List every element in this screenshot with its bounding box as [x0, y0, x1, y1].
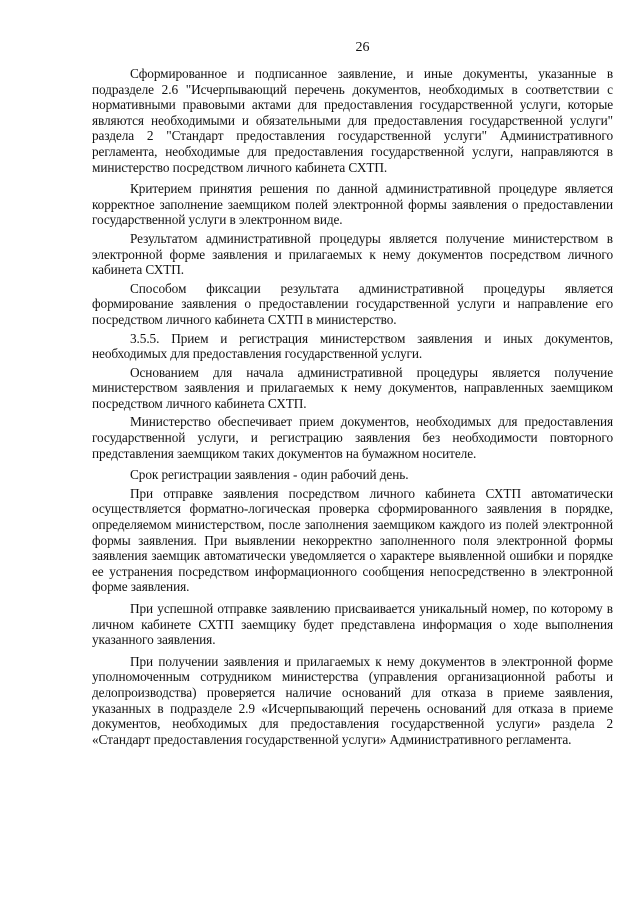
paragraph-unique-number: При успешной отправке заявлению присваивается уникальный номер, по которому в личном кабинете СХТП заемщику будет представлена информация о ходе выполнения указанного заявления. [92, 601, 613, 648]
paragraph-result-fixation: Способом фиксации результата административной процедуры является формирование заявления о предоставлении государственной услуги и направление его посредством личного кабинета СХТП в министерство. [92, 280, 613, 327]
paragraph-format-check: При отправке заявления посредством личного кабинета СХТП автоматически осуществляется форматно-логическая проверка сформированного заявления в порядке, определяемом министерством, после заполнения заемщиком каждого из полей электронной формы заявления. При выявлении некорректно заполненного поля электронной формы заявления заемщик автоматически уведомляется о характере выявленной ошибки и порядке ее устранения посредством информационного сообщения непосредственно в электронной форме заявления. [92, 485, 613, 595]
paragraph-section-3-5-5: 3.5.5. Прием и регистрация министерством заявления и иных документов, необходимых для предоставления государственной услуги. [92, 330, 613, 362]
paragraph-procedure-basis: Основанием для начала административной процедуры является получение министерством заявления и прилагаемых к нему документов, направленных заемщиком посредством личного кабинета СХТП. [92, 364, 613, 411]
paragraph-refusal-grounds-check: При получении заявления и прилагаемых к нему документов в электронной форме уполномоченным сотрудником министерства (управления организационной работы и делопроизводства) проверяется наличие оснований для отказа в приеме заявления, указанных в подразделе 2.9 «Исчерпывающий перечень оснований для отказа в приеме документов, необходимых для предоставления государственной услуги» раздела 2 «Стандарт предоставления государственной услуги» Административного регламента. [92, 653, 613, 747]
paragraph-ministry-receipt: Министерство обеспечивает прием документов, необходимых для предоставления государственной услуги, и регистрацию заявления без необходимости повторного представления заемщиком таких документов на бумажном носителе. [92, 414, 613, 461]
paragraph-registration-term: Срок регистрации заявления - один рабочий день. [130, 467, 409, 483]
paragraph-application-sent: Сформированное и подписанное заявление, и иные документы, указанные в подразделе 2.6 "Исчерпывающий перечень документов, необходимых в соответствии с нормативными правовыми актами для предоставления государственной услуги, которые являются необходимыми и обязательными для предоставления государственной услуги" раздела 2 "Стандарт предоставления государственной услуги" Административного регламента, необходимые для предоставления государственной услуги, направляются в министерство посредством личного кабинета СХТП. [92, 66, 613, 175]
paragraph-procedure-result: Результатом административной процедуры является получение министерством в электронной форме заявления и прилагаемых к нему документов посредством личного кабинета СХТП. [92, 230, 613, 278]
paragraph-decision-criterion: Критерием принятия решения по данной административной процедуре является корректное заполнение заемщиком полей электронной формы заявления о предоставлении государственной услуги в электронном виде. [92, 181, 613, 228]
page-number: 26 [355, 40, 370, 55]
